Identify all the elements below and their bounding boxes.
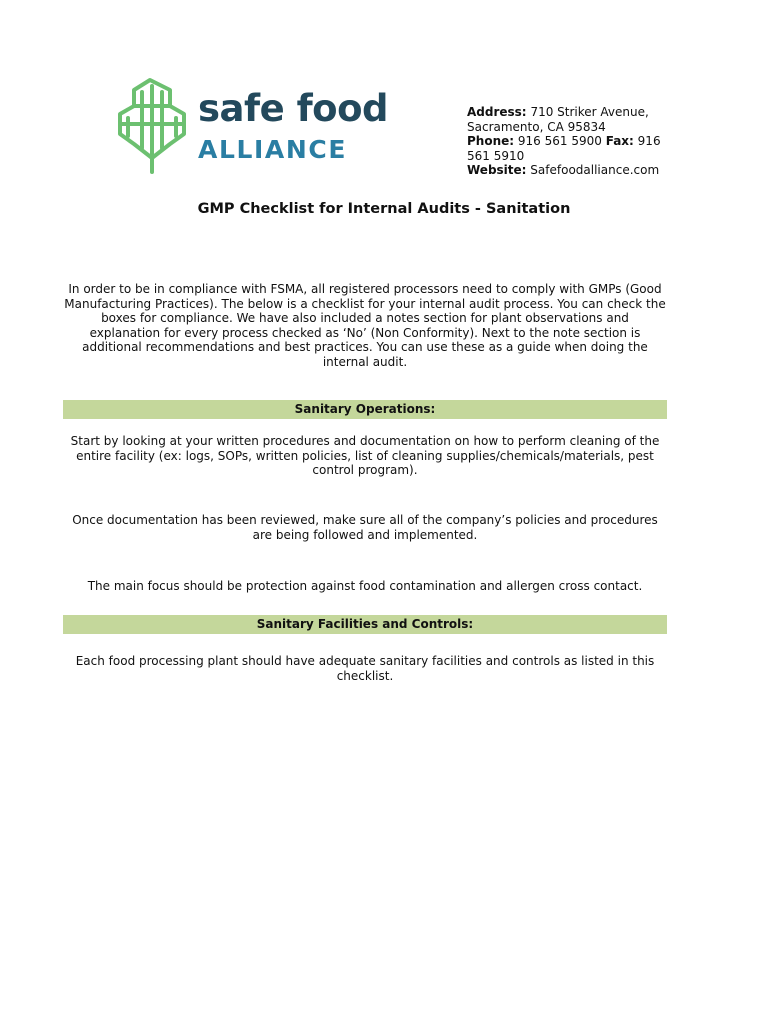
address-value: 710 Striker Avenue, Sacramento, CA 95834 [467, 105, 649, 134]
fax-value: 916 561 5910 [467, 134, 661, 163]
website-line [467, 163, 672, 178]
sanitary-operations-paragraph-3: The main focus should be protection against food contamination and allergen cross contact. [87, 579, 643, 593]
sanitary-facilities-paragraph: Each food processing plant should have adequate sanitary facilities and controls as listed in this checklist. [75, 654, 655, 683]
company-logo [112, 76, 402, 176]
logo-wordmark: safe food [198, 87, 388, 130]
website-value[interactable]: Safefoodalliance.com [530, 163, 660, 177]
leaf-building-icon [112, 76, 192, 174]
intro-paragraph: In order to be in compliance with FSMA, all registered processors need to comply with GMPs (Good Manufacturing Practices). The below is a checklist for your internal audit process. You can check the boxes for compliance. We have also included a notes section for plant observations and explanation for every process checked as ‘No’ (Non Conformity). Next to the note section is additional recommendations and best practices. You can use these as a guide when doing the internal audit. [64, 282, 666, 369]
section-header-sanitary-facilities: Sanitary Facilities and Controls: [63, 615, 667, 634]
address-label: Address: [467, 105, 527, 119]
phone-label: Phone: [467, 134, 515, 148]
document-title: GMP Checklist for Internal Audits - Sanitation [197, 201, 571, 217]
phone-value: 916 561 5900 [517, 134, 602, 148]
contact-block [467, 105, 672, 178]
sanitary-operations-paragraph-2: Once documentation has been reviewed, make sure all of the company’s policies and procedures are being followed and implemented. [72, 513, 658, 542]
fax-label: Fax: [605, 134, 634, 148]
website-label: Website: [467, 163, 527, 177]
logo-subtitle: ALLIANCE [198, 135, 348, 164]
address-line [467, 105, 672, 134]
section-header-sanitary-operations: Sanitary Operations: [63, 400, 667, 419]
phone-line [467, 134, 672, 163]
sanitary-operations-paragraph-1: Start by looking at your written procedures and documentation on how to perform cleaning of the entire facility (ex: logs, SOPs, written policies, list of cleaning supplies/chemicals/materials, pest control program). [70, 434, 660, 478]
